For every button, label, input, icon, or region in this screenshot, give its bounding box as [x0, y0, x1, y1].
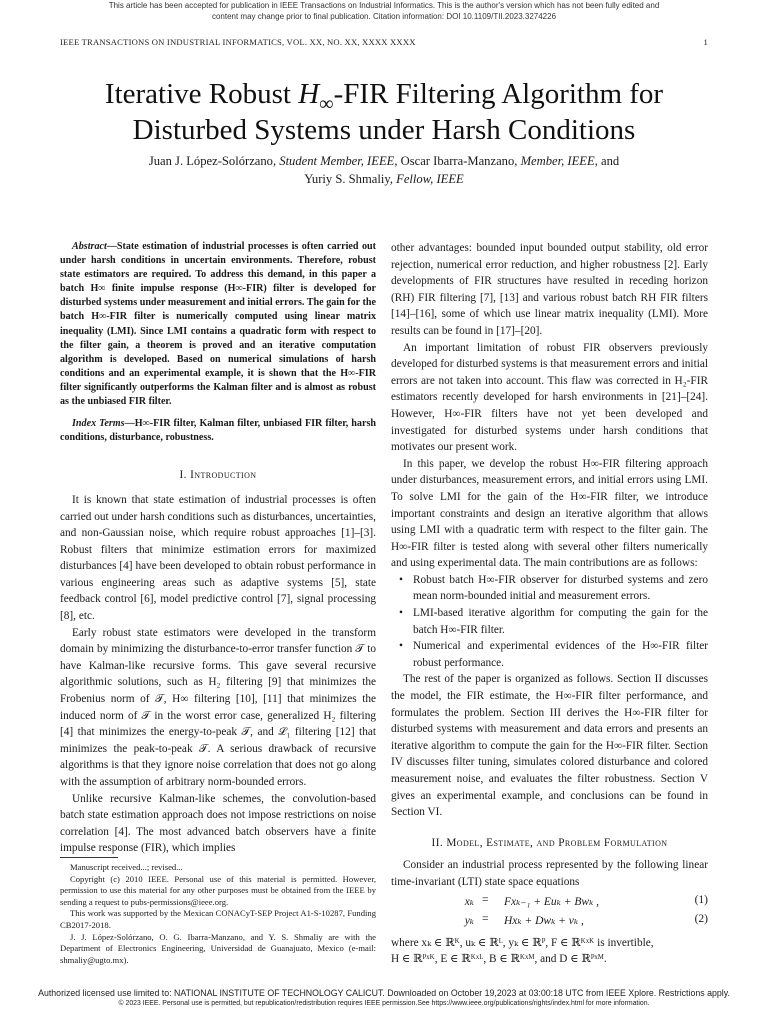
author-1: Juan J. López-Solórzano,: [148, 154, 280, 168]
contributions-list: [391, 572, 708, 672]
author-1-role: Student Member, IEEE: [279, 154, 395, 168]
equation-1-number: (1): [694, 894, 708, 906]
contribution-item: [399, 572, 708, 605]
license-notice-line1: Authorized licensed use limited to: NATIONAL INSTITUTE OF TECHNOLOGY CALICUT. Downloaded on October 19,2023 at 03:00:18 UTC from IEEE Xplore. Restrictions apply.: [38, 988, 730, 998]
equation-2-equals: =: [482, 913, 489, 925]
abstract: [60, 240, 376, 409]
index-terms-label: Index Terms: [72, 418, 125, 430]
title-h-symbol: H: [298, 78, 320, 110]
right-paragraph-4: The rest of the paper is organized as follows. Section II discusses the model, the FIR estimate, the H∞-FIR filter performance, and formulates the problem. Section III derives the H∞-FIR filter for disturbed systems with measurement and data errors and presents an iterative algorithm to compute the gain for the H∞-FIR filter. Section IV discusses filter tuning, simulates colored disturbance and colored measurement noise, and evaluates the filter robustness. Section V gives an experimental example, and conclusions can be found in Section VI.: [391, 673, 708, 819]
footnote-manuscript: Manuscript received...; revised...: [70, 862, 183, 872]
footnote-funding: This work was supported by the Mexican CONACyT-SEP Project A1-S-10287, Funding CB2017-2018.: [60, 908, 376, 930]
equation-2-number: (2): [694, 913, 708, 925]
title-part2: -FIR Filtering Algorithm for: [333, 78, 664, 110]
running-head: [60, 37, 708, 47]
index-terms-text: —H∞-FIR filter, Kalman filter, unbiased FIR filter, harsh conditions, disturbance, robustness.: [60, 418, 376, 444]
title-line2: Disturbed Systems under Harsh Conditions: [132, 114, 636, 146]
license-notice-line2: © 2023 IEEE. Personal use is permitted, but republication/redistribution requires IEEE permission.See https://www.ieee.org/publications/rights/index.html for more information.: [118, 1000, 650, 1007]
index-terms: [60, 417, 376, 445]
right-paragraph-3: In this paper, we develop the robust H∞-FIR filtering approach under disturbances, measurement errors, and initial errors using LMI. To solve LMI for the gain of the H∞-FIR filter, we introduce important constraints and design an iterative algorithm that allows using LMI with a quadratic term with respect to the filter gain. The H∞-FIR filter is tested along with several other filters numerically and using experimental data. The main contributions are as follows:: [391, 457, 708, 570]
author-and: , and: [594, 154, 620, 168]
contribution-item: [399, 605, 708, 638]
contribution-text: Robust batch H∞-FIR observer for disturbed systems and zero mean norm-bounded initial and measurement errors.: [413, 573, 708, 603]
intro-paragraph-2: Early robust state estimators were developed in the transform domain by minimizing the disturbance-to-error transfer function 𝒯 to have Kalman-like recursive forms. This gave several recursive algorithmic solutions, such as H₂ filtering [9] that minimizes the Frobenius norm of 𝒯, H∞ filtering [10], [11] that minimizes the induced norm of 𝒯 in the worst error case, generalized H₂ filtering [4] that minimizes the energy-to-peak 𝒯, and ℒ₁ filtering [12] that minimizes the peak-to-peak 𝒯. A serious drawback of recursive algorithms is that they ignore noise correlation that does not go along with the assumption of arbitrary norm-bounded errors.: [60, 626, 376, 788]
footnote-affiliation: J. J. López-Solórzano, O. G. Ibarra-Manzano, and Y. S. Shmaliy are with the Department of Electronics Engineering, Universidad de Guanajuato, Mexico (e-mail: shmaliy@ugto.mx).: [60, 931, 376, 965]
equation-2: [391, 913, 708, 931]
equation-2-rhs: Hxₖ + Dwₖ + vₖ ,: [504, 915, 584, 927]
journal-name: IEEE TRANSACTIONS ON INDUSTRIAL INFORMATICS, VOL. XX, NO. XX, XXXX XXXX: [60, 37, 416, 47]
right-paragraph-2: An important limitation of robust FIR observers previously developed for disturbed systems is that measurement errors and initial errors are not taken into account. This flaw was corrected in H₂-FIR estimators recently developed for harsh environments in [21]–[24]. However, H∞-FIR filters have not yet been developed and investigated for disturbed systems under harsh conditions that motivates our present work.: [391, 341, 708, 454]
publication-notice: [0, 0, 768, 22]
author-3-role: Fellow, IEEE: [396, 172, 464, 186]
equation-1-rhs: Fxₖ₋₁ + Euₖ + Bwₖ ,: [504, 896, 600, 908]
author-3: Yuriy S. Shmaliy,: [304, 172, 397, 186]
page-number: 1: [703, 37, 708, 47]
author-list: [40, 152, 728, 188]
contribution-text: LMI-based iterative algorithm for computing the gain for the batch H∞-FIR filter.: [413, 607, 708, 636]
right-paragraph-1: other advantages: bounded input bounded output stability, old error rejection, numerical error reduction, and higher robustness [2]. Early developments of FIR structures have resulted in receding horizon (RH) FIR filtering [7], [13] and various robust batch RH FIR filters [14]–[16], some of which use linear matrix inequality (LMI). More results can be found in [17]–[20].: [391, 242, 708, 337]
author-2: , Oscar Ibarra-Manzano,: [394, 154, 521, 168]
bullet-icon: •: [399, 607, 403, 620]
paper-title: [40, 76, 728, 148]
license-notice: [0, 987, 768, 1008]
equation-1: [391, 894, 708, 912]
where-clause: [391, 936, 708, 967]
bullet-icon: •: [399, 640, 403, 653]
footnote-copyright: Copyright (c) 2010 IEEE. Personal use of this material is permitted. However, permission to use this material for any other purposes must be obtained from the IEEE by sending a request to pubs-permissions@ieee.org.: [60, 873, 376, 907]
footnote-rule: [60, 857, 118, 858]
where-clause-line1: where xₖ ∈ ℝᴷ, uₖ ∈ ℝᴸ, yₖ ∈ ℝᴾ, F ∈ ℝᴷˣᴷ is invertible,: [391, 937, 654, 949]
equation-1-equals: =: [482, 894, 489, 906]
intro-paragraph-1: It is known that state estimation of industrial processes is often carried out under harsh conditions such as disturbances, uncertainties, and non-Gaussian noise, which require robust approaches [1]–[3]. Robust filters that minimize estimation errors for maximized disturbances [4] have been developed to obtain robust performance in various engineering areas such as adaptive systems [5], state feedback control [6], model predictive control [7], signal processing [8], etc.: [60, 493, 376, 623]
title-infinity-subscript: ∞: [319, 92, 334, 115]
left-column: [60, 240, 376, 857]
publication-notice-line1: This article has been accepted for publication in IEEE Transactions on Industrial Informatics. This is the author's version which has not been fully edited and: [108, 1, 660, 10]
section-heading-model: II. Model, Estimate, and Problem Formulation: [431, 836, 668, 849]
right-column: [391, 240, 708, 891]
title-part1: Iterative Robust: [104, 78, 299, 110]
equation-2-lhs: yₖ: [464, 915, 474, 927]
where-clause-line2: H ∈ ℝᴾˣᴷ, E ∈ ℝᴷˣᴸ, B ∈ ℝᴷˣᴹ, and D ∈ ℝᴾˣᴹ.: [391, 952, 607, 965]
abstract-label: Abstract: [72, 241, 107, 252]
publication-notice-line2: content may change prior to final publication. Citation information: DOI 10.1109/TII.2023.3274226: [211, 12, 557, 21]
equation-1-lhs: xₖ: [464, 896, 474, 908]
bullet-icon: •: [399, 573, 403, 586]
abstract-text: —State estimation of industrial processes is often carried out under harsh conditions in uncertain environments. Therefore, robust state estimators are required. To address this demand, in this paper a batch H∞ finite impulse response (H∞-FIR) filter is developed for disturbed systems under measurement and initial errors. The gain for the batch H∞-FIR filter is numerically computed using linear matrix inequality (LMI). Since LMI contains a quadratic form with respect to the filter gain, a theorem is proved and an iterative computation algorithm is developed. Based on numerical simulations of harsh conditions and an experimental example, it is shown that the H∞-FIR filter significantly outperforms the Kalman filter and is almost as robust as the unbiased FIR filter.: [60, 241, 376, 408]
intro-paragraph-3: Unlike recursive Kalman-like schemes, the convolution-based batch state estimation approach does not impose restrictions on noise correlation [4]. The most advanced batch observers have a finite impulse response (FIR), which implies: [60, 792, 376, 855]
author-2-role: Member, IEEE: [520, 154, 595, 168]
right-paragraph-5: Consider an industrial process represented by the following linear time-invariant (LTI) state space equations: [391, 859, 708, 888]
footnotes: [60, 862, 376, 966]
section-heading-introduction: I. Introduction: [179, 469, 257, 482]
contribution-item: [399, 638, 708, 671]
contribution-text: Numerical and experimental evidences of the H∞-FIR filter robust performance.: [413, 640, 708, 669]
